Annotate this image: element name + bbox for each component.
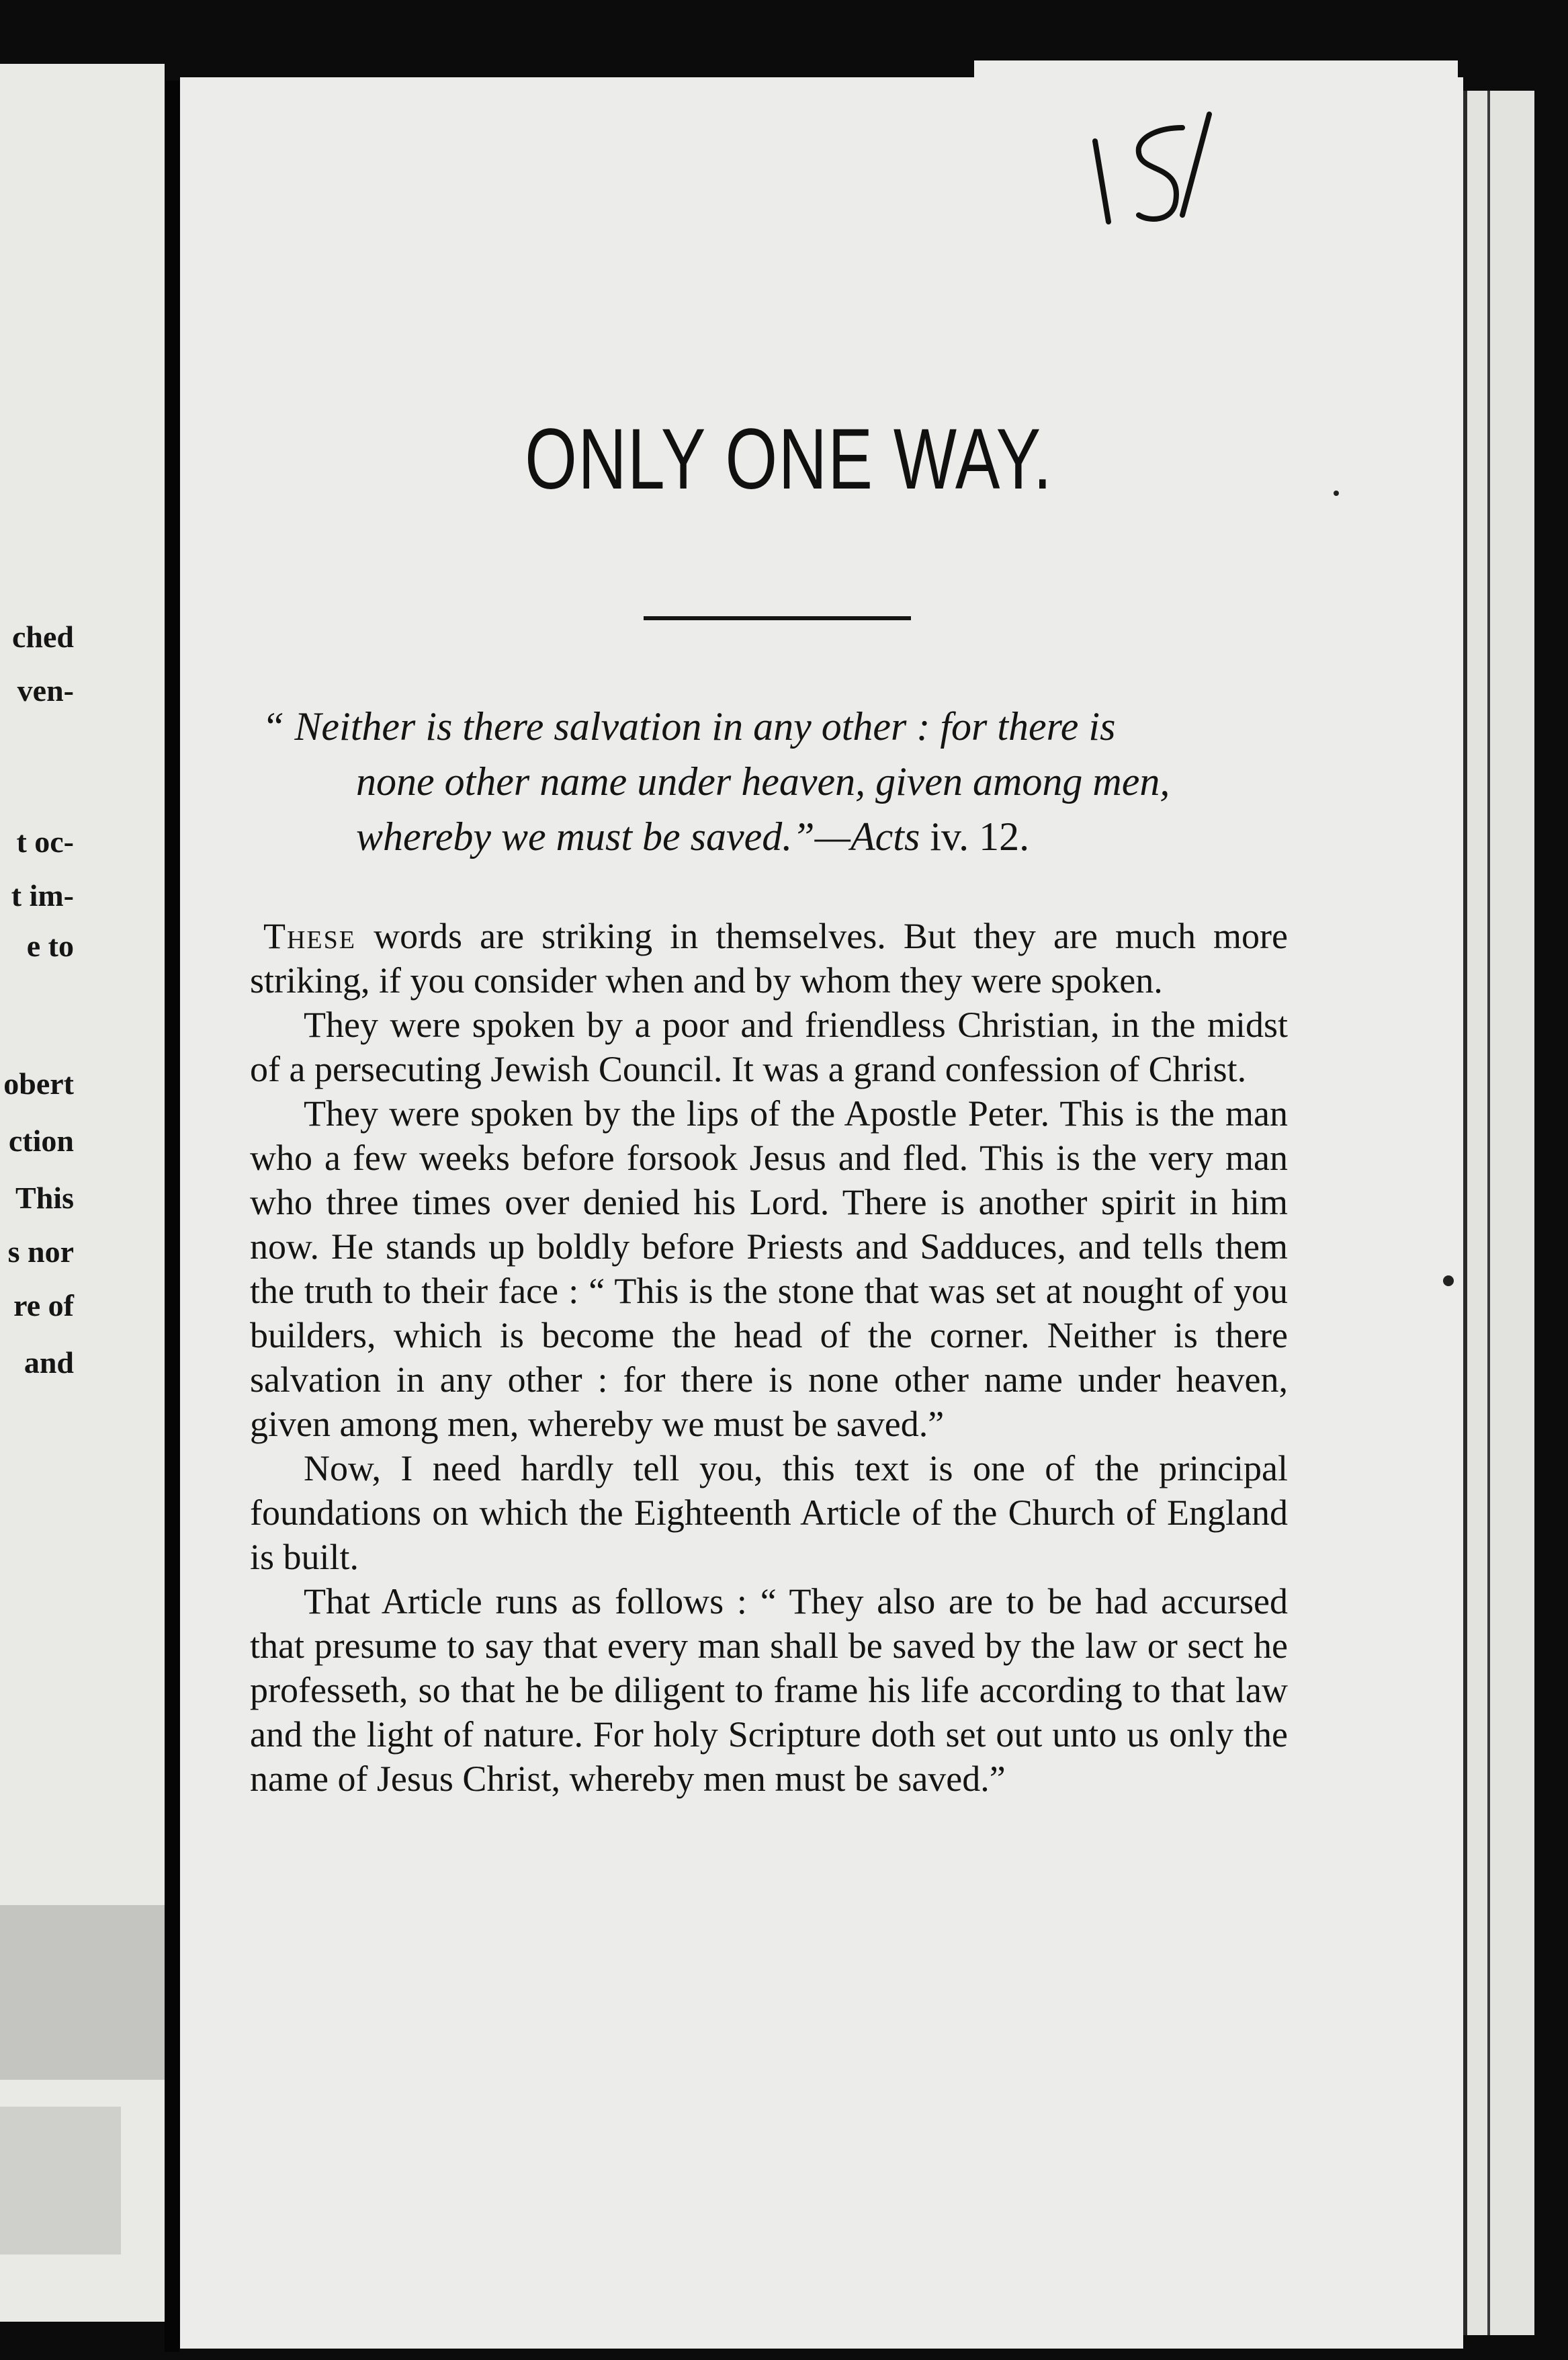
left-fragment: and: [24, 1345, 74, 1380]
left-fragment: obert: [3, 1066, 74, 1101]
previous-page-strip: [0, 64, 165, 2322]
paragraph: They were spoken by the lips of the Apostle Peter. This is the man who a few weeks before forsook Jesus and fled. This is the very man who three times over denied his Lord. There is another spirit in him now. He stands up boldly before Priests and Sadduces, and tells them the truth to their face : “ This is the stone that was set at nought of you builders, which is become the head of the corner. Neither is there salvation in any other : for there is none other name under heaven, given among men, whereby we must be saved.”: [250, 1093, 1288, 1444]
ink-speck: [1334, 491, 1339, 496]
left-fragment: ven-: [17, 673, 74, 708]
epigraph-line: “ Neither is there salvation in any other : for there is: [262, 704, 1116, 749]
epigraph-line: none other name under heaven, given among men,: [356, 759, 1170, 804]
lead-word: These: [263, 916, 356, 956]
left-fragment: t im-: [11, 878, 74, 913]
left-fragment: e to: [26, 929, 74, 963]
epigraph-reference: iv. 12.: [920, 814, 1030, 859]
ink-speck: [1443, 1275, 1454, 1286]
left-fragment: t oc-: [16, 825, 74, 859]
left-fragment: This: [15, 1181, 74, 1215]
left-fragment: ction: [8, 1124, 74, 1158]
body-text: [250, 914, 1288, 1801]
page-edge: [1463, 91, 1534, 2335]
paragraph: They were spoken by a poor and friendless Christian, in the midst of a persecuting Jewish Council. It was a grand confession of Christ.: [250, 1005, 1288, 1089]
paragraph: Now, I need hardly tell you, this text is one of the principal foundations on which the Eighteenth Article of the Church of England is built.: [250, 1448, 1288, 1577]
page-shadow: [0, 2107, 121, 2254]
page-shadow: [0, 1905, 165, 2080]
left-fragment: re of: [13, 1288, 74, 1322]
page-title: ONLY ONE WAY.: [525, 411, 1053, 507]
epigraph-quote: [262, 699, 1310, 864]
handwritten-page-number: [1082, 101, 1243, 235]
title-divider: [644, 616, 911, 620]
paragraph: That Article runs as follows : “ They also are to be had accursed that presume to say that every man shall be saved by the law or sect he professeth, so that he be diligent to frame his life according to that law and the light of nature. For holy Scripture doth set out unto us only the name of Jesus Christ, whereby men must be saved.”: [250, 1581, 1288, 1799]
left-fragment: s nor: [7, 1234, 74, 1269]
epigraph-line: whereby we must be saved.”—Acts iv. 12.: [356, 814, 1030, 859]
paragraph: These words are striking in themselves. But they are much more striking, if you consider when and by whom they were spoken.: [250, 916, 1288, 1001]
left-fragment: ched: [12, 620, 74, 654]
